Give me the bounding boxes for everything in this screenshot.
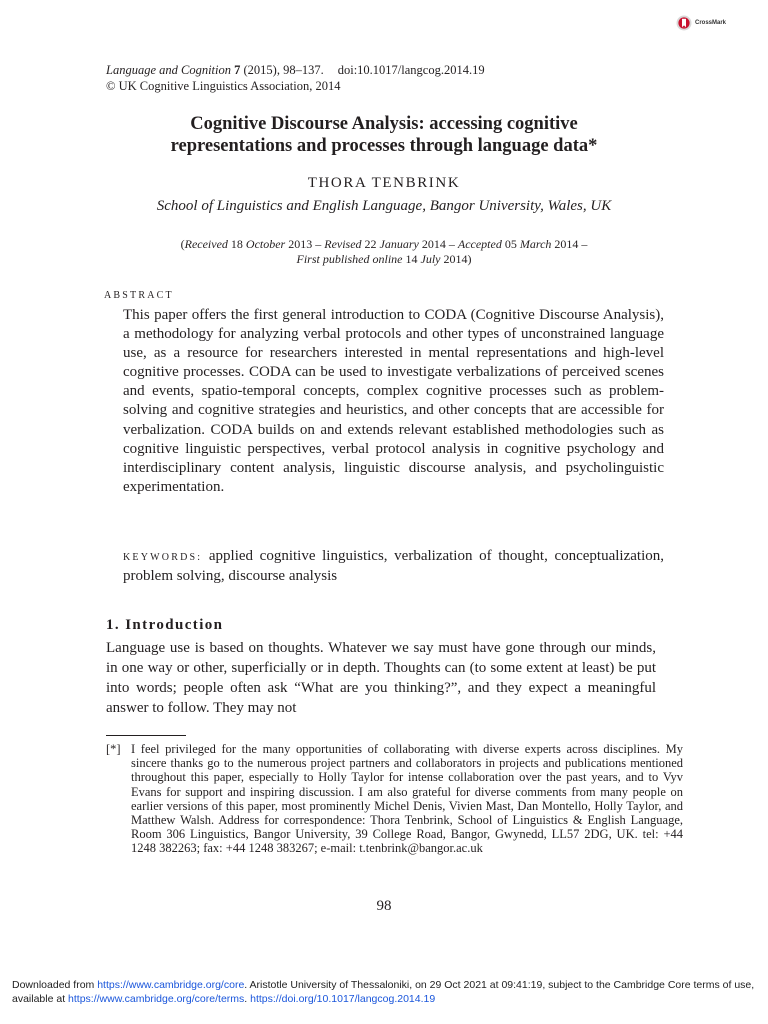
received-dates xyxy=(100,237,668,267)
journal-name: Language and Cognition xyxy=(106,63,232,77)
journal-volume: 7 xyxy=(234,63,241,77)
doi-text: doi:10.1017/langcog.2014.19 xyxy=(337,63,485,77)
download-notice: Downloaded from https://www.cambridge.org/core. Aristotle University of Thessaloniki, on 29 Oct 2021 at 09:41:19, subject to the Cambridge Core terms of use, available at https://www.cambridge.org/core/terms. https://doi.org/10.1017/langcog.2014.19 xyxy=(12,979,755,1005)
journal-header xyxy=(106,62,666,94)
footnote-text: I feel privileged for the many opportunities of collaborating with diverse experts across disciplines. My sincere thanks go to the numerous project partners and collaborators in projects and publications mentioned throughout this paper, especially to Holly Taylor for intense collaboration over the past years, and to Vyv Evans for support and inspiring discussion. I am also grateful for diverse comments from many people on earlier versions of this paper, most prominently Michel Denis, Vivien Mast, Dan Montello, Holly Taylor, and Matthew Walsh. Address for correspondence: Thora Tenbrink, School of Linguistics & English Language, Room 306 Linguistics, Bangor University, 39 College Road, Bangor, Gwynedd, LL57 2DG, UK. tel: +44 1248 382263; fax: +44 1248 383267; e-mail: t.tenbrink@bangor.ac.uk xyxy=(131,742,683,856)
abstract-text: This paper offers the first general introduction to CODA (Cognitive Discourse Analysis), a methodology for analyzing verbal protocols and other types of unconstrained language use, as a resource for researchers interested in mental representations and high-level cognitive processes. CODA can be used to investigate verbalizations of perceived scenes and events, spatio-temporal concepts, complex cognitive processes such as problem-solving and cognitive strategies and heuristics, and other concepts that are accessible for verbalization. CODA builds on and extends relevant established methodologies such as cognitive linguistic perspectives, verbal protocol analysis in cognitive psychology and interdisciplinary content analysis, linguistic discourse analysis, and psycholinguistic experimentation. xyxy=(123,307,664,495)
keywords-list: applied cognitive linguistics, verbalization of thought, conceptualization, problem solving, discourse analysis xyxy=(123,548,664,584)
footnote-divider xyxy=(106,735,186,736)
crossmark-icon xyxy=(676,15,692,31)
article-title xyxy=(100,113,668,157)
doi-link[interactable]: https://doi.org/10.1017/langcog.2014.19 xyxy=(250,993,436,1005)
cambridge-core-link[interactable]: https://www.cambridge.org/core xyxy=(97,979,245,991)
journal-year-pages: (2015), 98–137. xyxy=(240,63,324,77)
title-line-1: Cognitive Discourse Analysis: accessing cognitive xyxy=(190,114,578,134)
abstract-heading: ABSTRACT xyxy=(104,290,174,301)
copyright-line: © UK Cognitive Linguistics Association, 2014 xyxy=(106,79,341,93)
page-number: 98 xyxy=(376,898,392,914)
section-heading-introduction: 1. Introduction xyxy=(106,617,224,633)
received-line-2: First published online 14 July 2014) xyxy=(296,252,472,266)
title-line-2: representations and processes through language data* xyxy=(170,136,598,156)
introduction-text: Language use is based on thoughts. Whatever we say must have gone through our minds, in one way or other, superficially or in depth. Thoughts can (to some extent at least) be put into words; people often ask “What are you thinking?”, and they expect a meaningful answer to follow. They may not xyxy=(106,640,656,716)
footnote xyxy=(106,742,683,856)
crossmark-badge[interactable] xyxy=(676,13,748,33)
citation-line xyxy=(106,62,666,78)
crossmark-label: CrossMark xyxy=(695,20,727,26)
keywords xyxy=(123,547,664,586)
author-affiliation: School of Linguistics and English Language, Bangor University, Wales, UK xyxy=(156,198,612,214)
keywords-label: KEYWORDS: xyxy=(123,552,203,563)
terms-link[interactable]: https://www.cambridge.org/core/terms xyxy=(68,993,245,1005)
author-name: THORA TENBRINK xyxy=(307,175,461,191)
received-line-1: (Received 18 October 2013 – Revised 22 January 2014 – Accepted 05 March 2014 – xyxy=(180,237,588,251)
footnote-mark: [*] xyxy=(106,742,121,756)
